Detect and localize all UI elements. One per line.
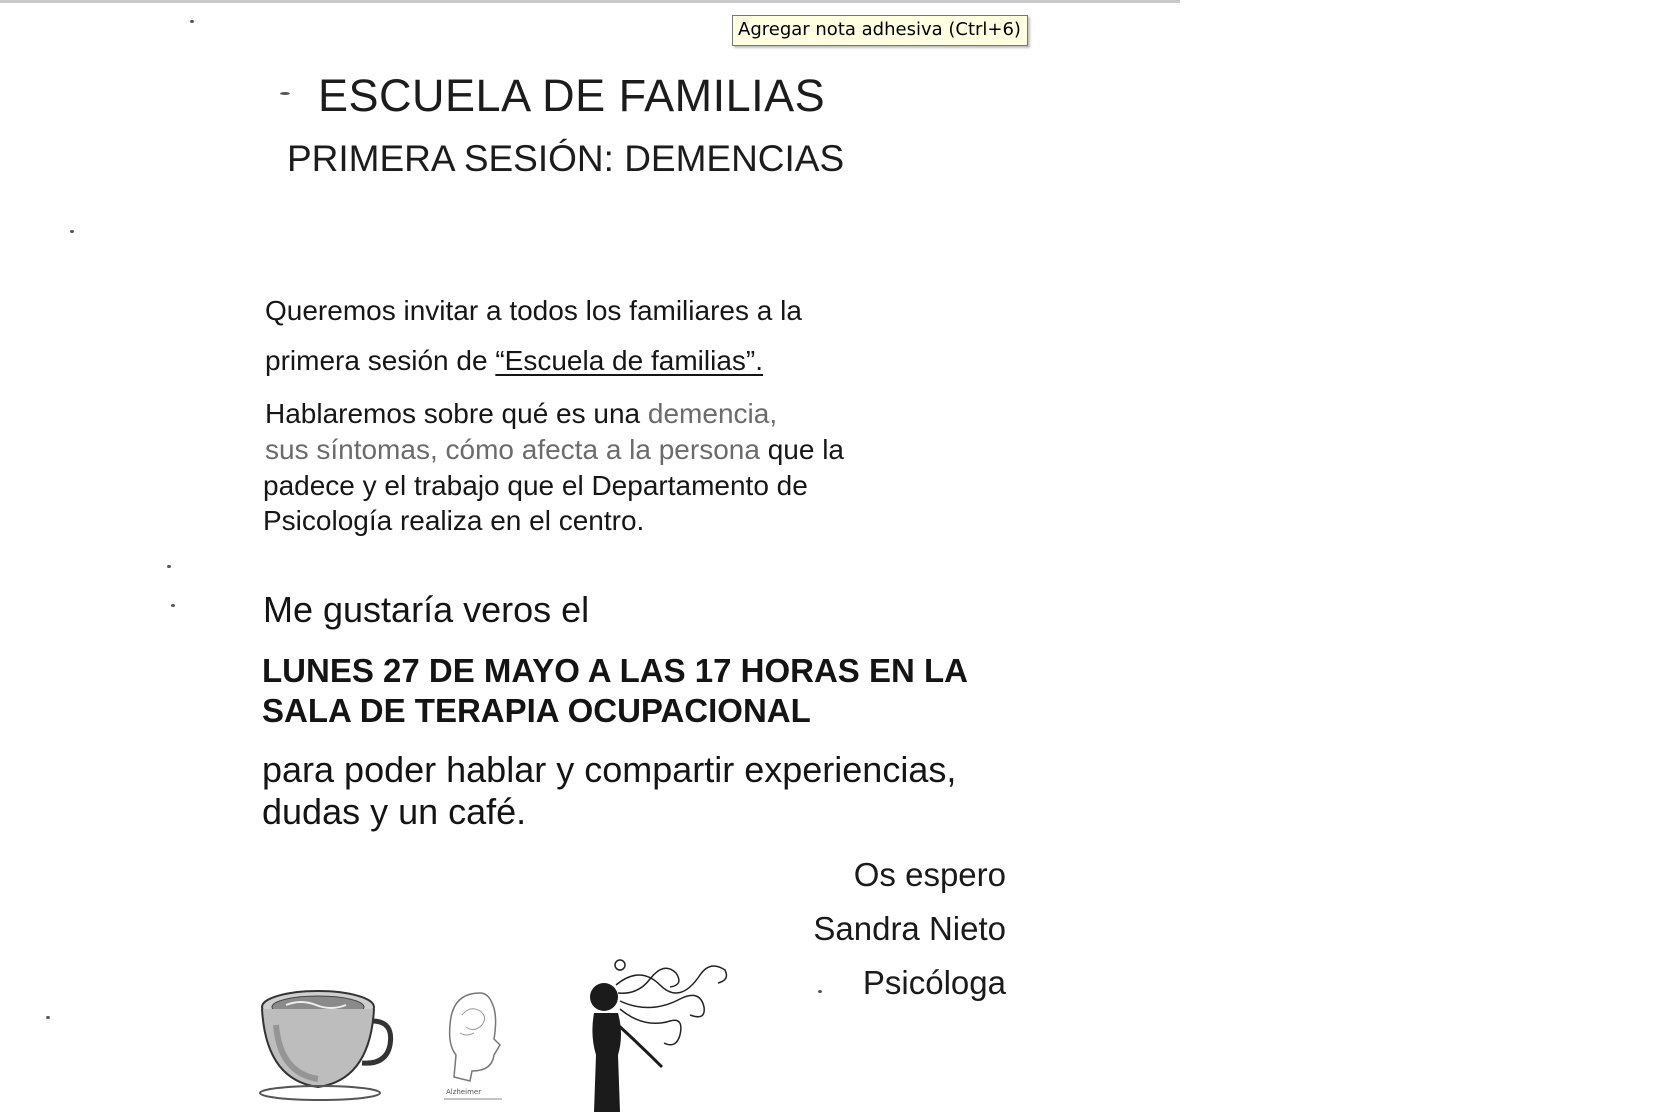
invite-lead: Me gustaría veros el — [263, 589, 590, 630]
signature-name: Sandra Nieto — [813, 910, 1006, 947]
intro-line-4-suffix: que la — [759, 434, 844, 465]
signature-role: Psicóloga — [862, 964, 1006, 1001]
scan-speck — [70, 230, 74, 233]
intro-line-1: Queremos invitar a todos los familiares a la — [265, 295, 802, 326]
intro-line-6: Psicología realiza en el centro. — [263, 505, 645, 536]
signature-closing: Os espero — [853, 856, 1006, 893]
scan-speck — [46, 1016, 50, 1019]
document-title: ESCUELA DE FAMILIAS — [318, 70, 826, 121]
intro-line-2 — [265, 345, 763, 377]
scan-speck — [818, 990, 822, 993]
invite-purpose-line-2: dudas y un café. — [262, 791, 527, 832]
scan-speck — [171, 604, 175, 607]
invite-when-line-1: LUNES 27 DE MAYO A LAS 17 HORAS EN LA — [262, 652, 968, 689]
coffee-cup-icon — [256, 985, 396, 1105]
escuela-de-familias-link: “Escuela de familias”. — [495, 345, 763, 376]
document-subtitle: PRIMERA SESIÓN: DEMENCIAS — [287, 138, 845, 179]
sticky-note-tooltip: Agregar nota adhesiva (Ctrl+6) — [732, 15, 1028, 46]
intro-line-2-prefix: primera sesión de — [265, 345, 496, 376]
intro-line-3-faded: demencia, — [647, 398, 778, 429]
intro-line-3 — [265, 398, 777, 430]
head-profile-icon — [440, 985, 510, 1105]
intro-line-4-faded: sus síntomas, cómo afecta a la persona — [265, 434, 760, 465]
intro-line-3-prefix: Hablaremos sobre qué es una — [265, 398, 648, 429]
head-caption: Alzheimer — [446, 1088, 482, 1096]
scan-speck — [190, 20, 194, 23]
person-thoughts-icon — [580, 955, 730, 1112]
intro-line-4 — [265, 434, 844, 466]
invite-when-line-2: SALA DE TERAPIA OCUPACIONAL — [262, 692, 811, 729]
scan-speck — [167, 565, 171, 568]
invite-purpose-line-1: para poder hablar y compartir experiencias, — [262, 749, 957, 790]
scan-speck — [280, 92, 290, 95]
intro-line-5: padece y el trabajo que el Departamento de — [263, 470, 808, 501]
